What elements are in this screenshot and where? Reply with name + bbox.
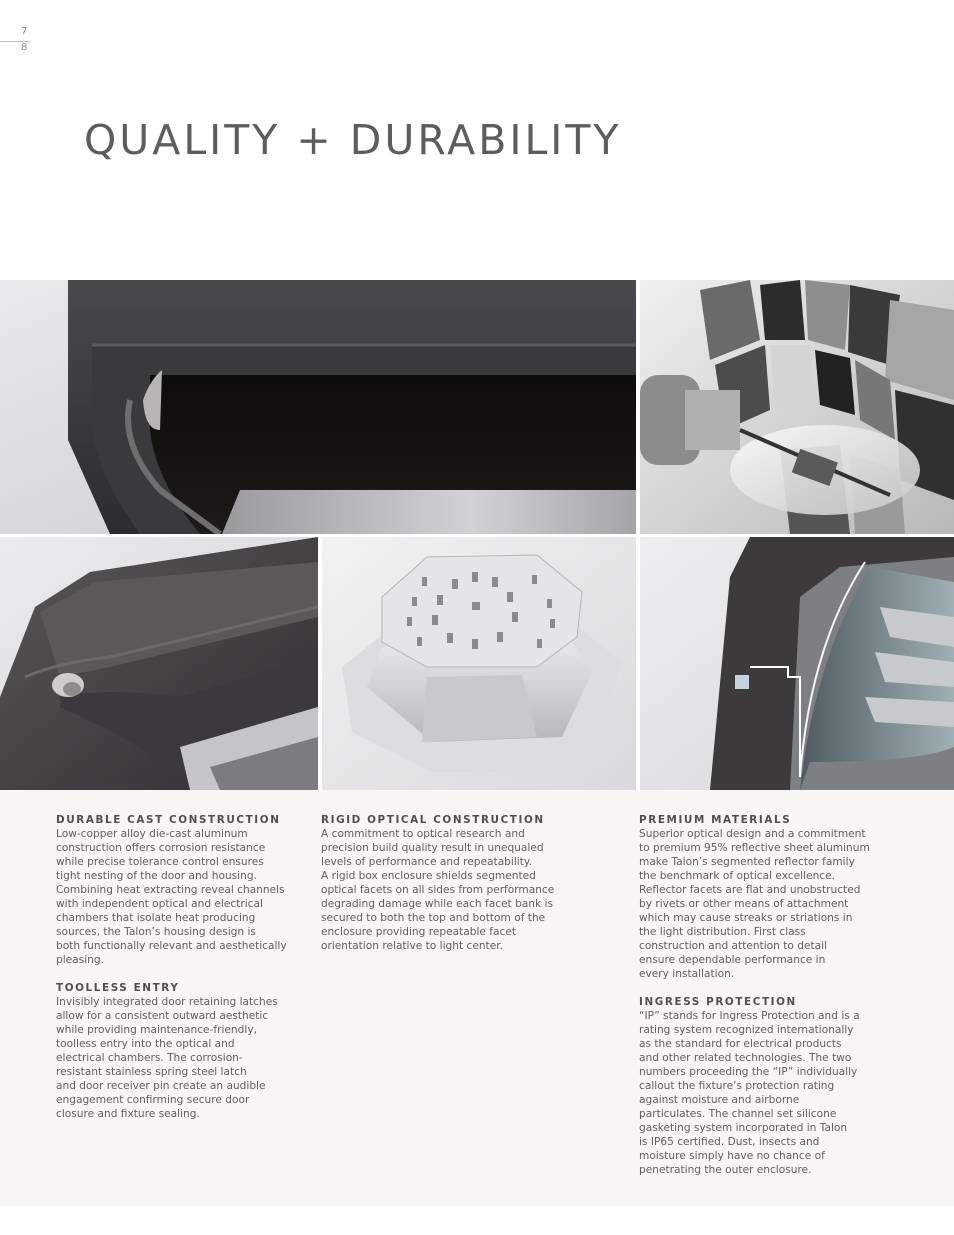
- photo-segmented-reflector: [640, 280, 954, 534]
- photo-door-latch: [0, 537, 318, 790]
- heading-ingress-protection: INGRESS PROTECTION: [639, 996, 797, 1008]
- heading-premium-materials: PREMIUM MATERIALS: [639, 814, 792, 826]
- column-left: [56, 813, 306, 1121]
- photo-reflector-box: [322, 537, 636, 790]
- body-ingress-protection: “IP” stands for Ingress Protection and is a rating system recognized internationally as the standard for electrical products and other related technologies. The two numbers proceeding the “IP” individually callout the fixture’s protection rating against moisture and airborne particulates. The channel set silicone gasketing system incorporated in Talon is IP65 certified. Dust, insects and moisture simply have no chance of penetrating the outer enclosure.: [639, 1010, 860, 1176]
- body-durable-cast-construction: Low-copper alloy die-cast aluminum construction offers corrosion resistance while precise tolerance control ensures tight nesting of the door and housing. Combining heat extracting reveal channels with independent optical and electrical chambers that isolate heat producing sources, the Talon’s housing design is both functionally relevant and aesthetically pleasing.: [56, 828, 287, 966]
- heading-rigid-optical-construction: RIGID OPTICAL CONSTRUCTION: [321, 814, 545, 826]
- body-toolless-entry: Invisibly integrated door retaining latches allow for a consistent outward aesthetic while providing maintenance-friendly, toolless entry into the optical and electrical chambers. The corrosion- resistant stainless spring steel latch and door receiver pin create an audible engagement confirming secure door closure and fixture sealing.: [56, 996, 278, 1120]
- body-rigid-optical-construction: A commitment to optical research and precision build quality result in unequaled levels of performance and repeatability. A rigid box enclosure shields segmented optical facets on all sides from performance degrading damage while each facet bank is secured to both the top and bottom of the enclosure providing repeatable facet orientation relative to light center.: [321, 828, 555, 952]
- heading-durable-cast-construction: DURABLE CAST CONSTRUCTION: [56, 814, 281, 826]
- column-middle: [321, 813, 581, 953]
- body-premium-materials: Superior optical design and a commitment to premium 95% reflective sheet aluminum make Talon’s segmented reflector family the benchmark of optical excellence. Reflector facets are flat and unobstructed by rivets or other means of attachment which may cause streaks or striations in the light distribution. First class construction and attention to detail ensure dependable performance in every installation.: [639, 828, 870, 980]
- page-title: QUALITY + DURABILITY: [84, 116, 622, 164]
- heading-toolless-entry: TOOLLESS ENTRY: [56, 982, 180, 994]
- page-number-bottom: 8: [21, 42, 28, 53]
- column-right: [639, 813, 899, 1177]
- photo-housing-corner: [0, 280, 636, 534]
- page-number-top: 7: [21, 26, 28, 37]
- photo-housing-cross-section: [640, 537, 954, 790]
